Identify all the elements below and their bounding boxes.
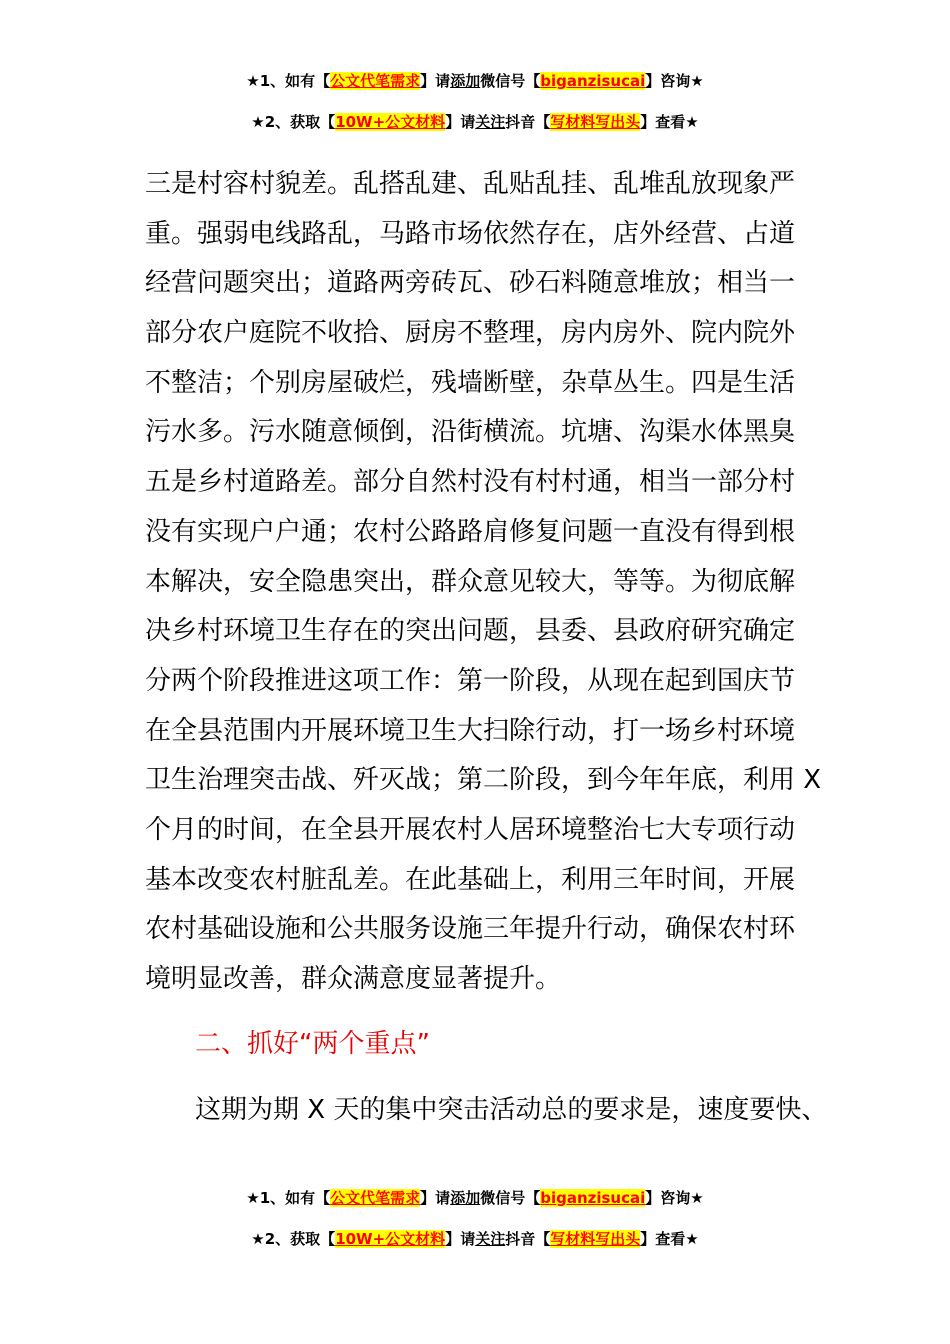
banner-text: 】请 bbox=[420, 72, 451, 90]
section-heading: 二、抓好“两个重点” bbox=[195, 1029, 430, 1059]
banner-underlined-text: 关注 bbox=[475, 113, 506, 131]
footer-banner-line-2 bbox=[0, 1228, 950, 1250]
body-line: 三是村容村貌差。乱搭乱建、乱贴乱挂、乱堆乱放现象严 bbox=[145, 169, 796, 199]
banner-highlight-wechat-id: biganzisucai bbox=[540, 72, 646, 90]
banner-text: 微信号【 bbox=[480, 1189, 541, 1207]
body-line: 重。强弱电线路乱，马路市场依然存在，店外经营、占道 bbox=[145, 218, 796, 249]
body-line: 基本改变农村脏乱差。在此基础上，利用三年时间，开展 bbox=[145, 864, 796, 895]
body-line: 卫生治理突击战、歼灭战；第二阶段，到今年年底，利用 X bbox=[145, 765, 822, 796]
banner-text: 】请 bbox=[445, 113, 476, 131]
body-paragraph bbox=[145, 160, 822, 1005]
body-line: 在全县范围内开展环境卫生大扫除行动，打一场乡村环境 bbox=[145, 715, 796, 746]
header-banner-line-2 bbox=[0, 111, 950, 133]
body-line: 决乡村环境卫生存在的突出问题，县委、县政府研究确定 bbox=[145, 616, 796, 647]
body-line: 部分农户庭院不收拾、厨房不整理，房内房外、院内院外 bbox=[145, 318, 796, 349]
banner-text: 】咨询★ bbox=[645, 72, 704, 90]
banner-text: ★2、获取【 bbox=[251, 113, 336, 131]
banner-text: 抖音【 bbox=[505, 113, 551, 131]
banner-text: ★1、如有【 bbox=[246, 72, 331, 90]
header-banner-line-1 bbox=[0, 70, 950, 92]
banner-text: ★1、如有【 bbox=[246, 1189, 331, 1207]
banner-highlight-service: 公文代笔需求 bbox=[330, 1189, 421, 1207]
banner-highlight-service: 公文代笔需求 bbox=[330, 72, 421, 90]
banner-highlight-materials: 10W+公文材料 bbox=[335, 113, 446, 131]
banner-text: 】请 bbox=[445, 1230, 476, 1248]
body-line: 五是乡村道路差。部分自然村没有村村通，相当一部分村 bbox=[145, 467, 796, 498]
body-line: 经营问题突出；道路两旁砖瓦、砂石料随意堆放；相当一 bbox=[145, 268, 796, 299]
body-line: 不整洁；个别房屋破烂，残墙断壁，杂草丛生。四是生活 bbox=[145, 367, 796, 398]
banner-underlined-text: 添加 bbox=[450, 72, 481, 90]
body-line: 农村基础设施和公共服务设施三年提升行动，确保农村环 bbox=[145, 914, 796, 945]
body-line: 个月的时间，在全县开展农村人居环境整治七大专项行动 bbox=[145, 814, 796, 845]
banner-text: ★2、获取【 bbox=[251, 1230, 336, 1248]
banner-underlined-text: 关注 bbox=[475, 1230, 506, 1248]
body-line: 分两个阶段推进这项工作：第一阶段，从现在起到国庆节 bbox=[145, 665, 796, 696]
footer-banner-line-1 bbox=[0, 1187, 950, 1209]
banner-highlight-materials: 10W+公文材料 bbox=[335, 1230, 446, 1248]
body-line: 没有实现户户通；农村公路路肩修复问题一直没有得到根 bbox=[145, 516, 796, 547]
banner-highlight-douyin-account: 写材料写出头 bbox=[550, 1230, 641, 1248]
paragraph-start: 这期为期 X 天的集中突击活动总的要求是，速度要快、 bbox=[195, 1095, 828, 1125]
banner-text: 微信号【 bbox=[480, 72, 541, 90]
body-line: 本解决，安全隐患突出，群众意见较大，等等。为彻底解 bbox=[145, 566, 796, 597]
banner-text: 】查看★ bbox=[640, 113, 699, 131]
banner-text: 】请 bbox=[420, 1189, 451, 1207]
body-line: 污水多。污水随意倾倒，沿街横流。坑塘、沟渠水体黑臭 bbox=[145, 417, 796, 448]
banner-text: 】查看★ bbox=[640, 1230, 699, 1248]
banner-highlight-douyin-account: 写材料写出头 bbox=[550, 113, 641, 131]
banner-text: 】咨询★ bbox=[645, 1189, 704, 1207]
banner-text: 抖音【 bbox=[505, 1230, 551, 1248]
banner-highlight-wechat-id: biganzisucai bbox=[540, 1189, 646, 1207]
banner-underlined-text: 添加 bbox=[450, 1189, 481, 1207]
body-line: 境明显改善，群众满意度显著提升。 bbox=[145, 964, 562, 994]
